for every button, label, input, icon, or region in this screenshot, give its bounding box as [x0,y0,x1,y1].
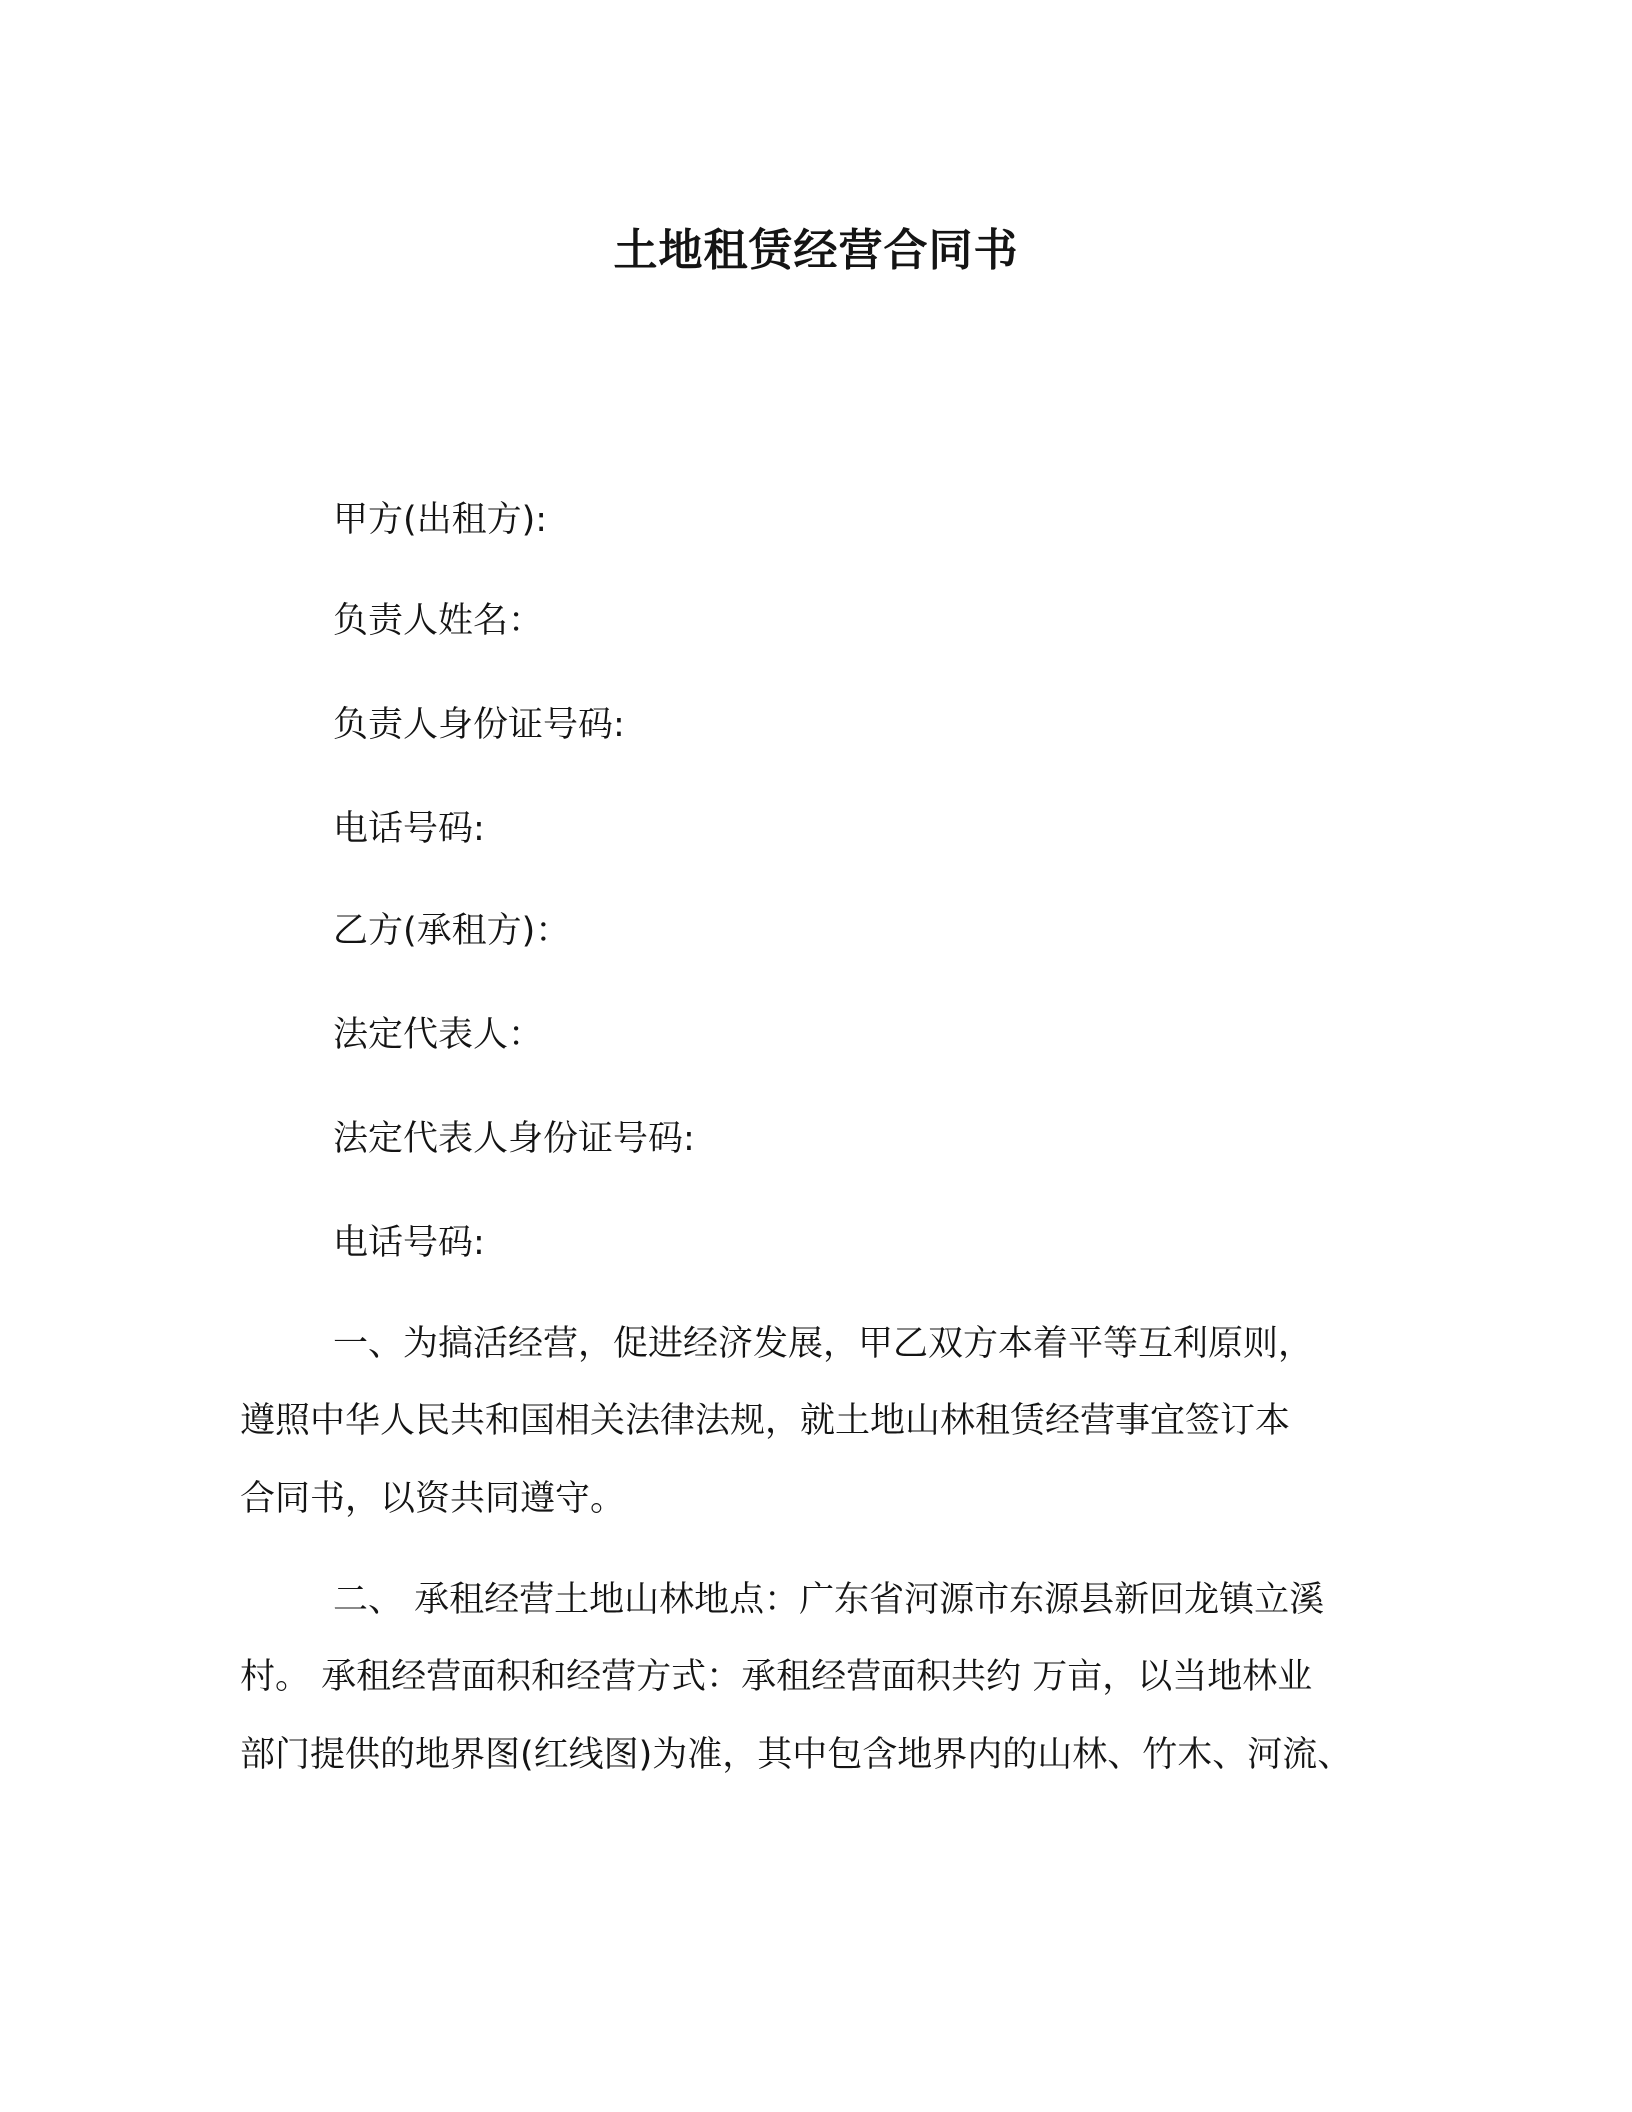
field-lessee-phone: 电话号码: [333,1223,485,1263]
paragraph-line: 村。 承租经营面积和经营方式：承租经营面积共约 万亩，以当地林业 [240,1657,1313,1697]
paragraph-line: 二、 承租经营土地山林地点：广东省河源市东源县新回龙镇立溪 [333,1580,1325,1620]
document-title: 土地租赁经营合同书 [613,225,1019,276]
paragraph-line: 遵照中华人民共和国相关法律法规，就土地山林租赁经营事宜签订本 [240,1401,1291,1441]
paragraph-line: 合同书，以资共同遵守。 [240,1479,626,1519]
paragraph-line: 部门提供的地界图(红线图)为准，其中包含地界内的山林、竹木、河流、 [240,1735,1353,1775]
field-lessor-phone: 电话号码: [333,809,485,849]
field-legal-representative-id-number: 法定代表人身份证号码: [333,1119,695,1159]
field-lessor-id-number: 负责人身份证号码: [333,705,625,745]
field-lessor: 甲方(出租方): [333,500,548,540]
field-lessor-responsible-name: 负责人姓名： [333,601,544,641]
field-legal-representative: 法定代表人： [333,1015,544,1055]
field-lessee: 乙方(承租方)： [333,911,571,951]
paragraph-line: 一、为搞活经营，促进经济发展，甲乙双方本着平等互利原则， [333,1324,1314,1364]
